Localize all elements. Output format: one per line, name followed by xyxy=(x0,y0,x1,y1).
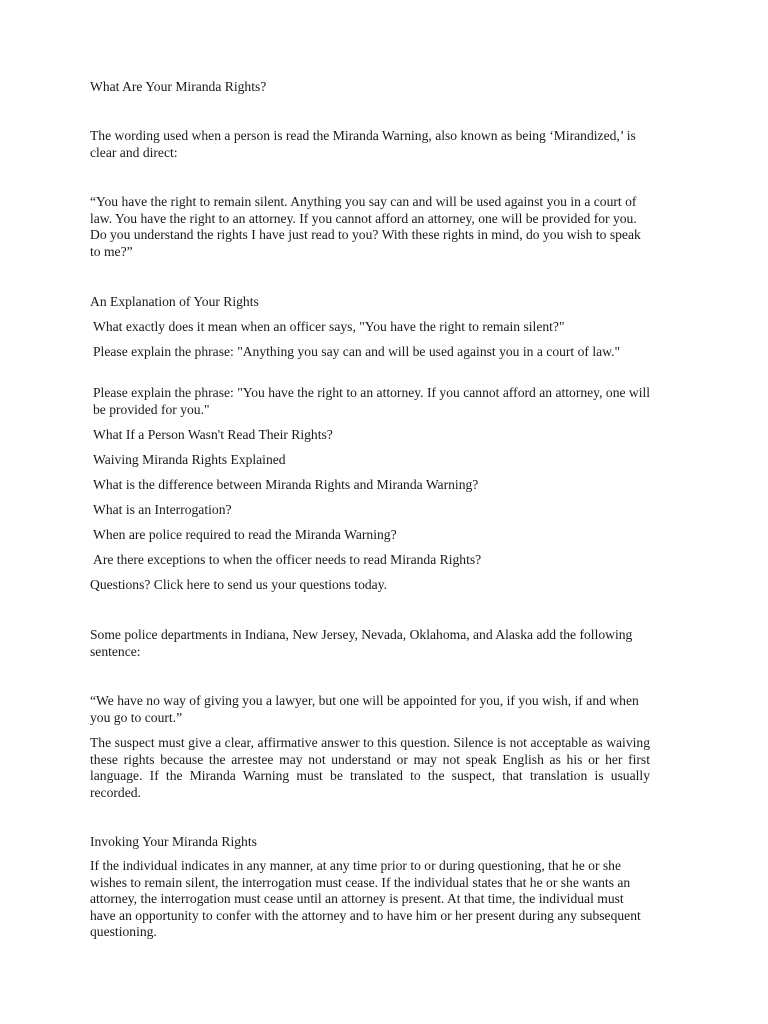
question-link-remain-silent[interactable]: What exactly does it mean when an officer says, "You have the right to remain silent?" xyxy=(93,319,565,334)
explanation-heading: An Explanation of Your Rights xyxy=(90,294,259,309)
question-link-exceptions[interactable]: Are there exceptions to when the officer needs to read Miranda Rights? xyxy=(93,552,482,567)
states-intro-paragraph: Some police departments in Indiana, New Jersey, Nevada, Oklahoma, and Alaska add the following sentence: xyxy=(90,627,633,659)
lawyer-quote: “We have no way of giving you a lawyer, but one will be appointed for you, if you wish, if and when you go to court.” xyxy=(90,693,639,725)
question-link-rights-vs-warning[interactable]: What is the difference between Miranda Rights and Miranda Warning? xyxy=(93,477,479,492)
question-link-right-to-attorney[interactable]: Please explain the phrase: "You have the right to an attorney. If you cannot afford an attorney, one will be provided for you." xyxy=(93,385,651,417)
question-link-interrogation[interactable]: What is an Interrogation? xyxy=(93,502,232,517)
document-title: What Are Your Miranda Rights? xyxy=(90,79,267,94)
invoking-paragraph: If the individual indicates in any manner, at any time prior to or during questioning, that he or she wishes to remain silent, the interrogation must cease. If the individual states that he or she wants an attorney, the interrogation must cease until an attorney is present. At that time, the individual must have an opportunity to confer with the attorney and to have him or her present during any subsequent questioning. xyxy=(90,858,641,939)
question-link-not-read-rights[interactable]: What If a Person Wasn't Read Their Rights? xyxy=(93,427,333,442)
question-link-when-required[interactable]: When are police required to read the Miranda Warning? xyxy=(93,527,397,542)
intro-paragraph: The wording used when a person is read the Miranda Warning, also known as being ‘Mirandized,’ is clear and direct: xyxy=(90,128,636,160)
question-link-waiving-rights[interactable]: Waiving Miranda Rights Explained xyxy=(93,452,286,467)
questions-cta-link[interactable]: Questions? Click here to send us your questions today. xyxy=(90,577,388,592)
suspect-paragraph: The suspect must give a clear, affirmative answer to this question. Silence is not acceptable as waiving these rights because the arrestee may not understand or may not speak English as his or her first language. If the Miranda Warning must be translated to the suspect, that translation is usually recorded. xyxy=(90,735,650,800)
question-link-used-against-you[interactable]: Please explain the phrase: "Anything you say can and will be used against you in a court of law." xyxy=(93,344,621,359)
miranda-warning-quote: “You have the right to remain silent. Anything you say can and will be used against you in a court of law. You have the right to an attorney. If you cannot afford an attorney, one will be provided for you. Do you understand the rights I have just read to you? With these rights in mind, do you wish to speak to me?” xyxy=(90,194,641,259)
invoking-heading: Invoking Your Miranda Rights xyxy=(90,834,257,849)
